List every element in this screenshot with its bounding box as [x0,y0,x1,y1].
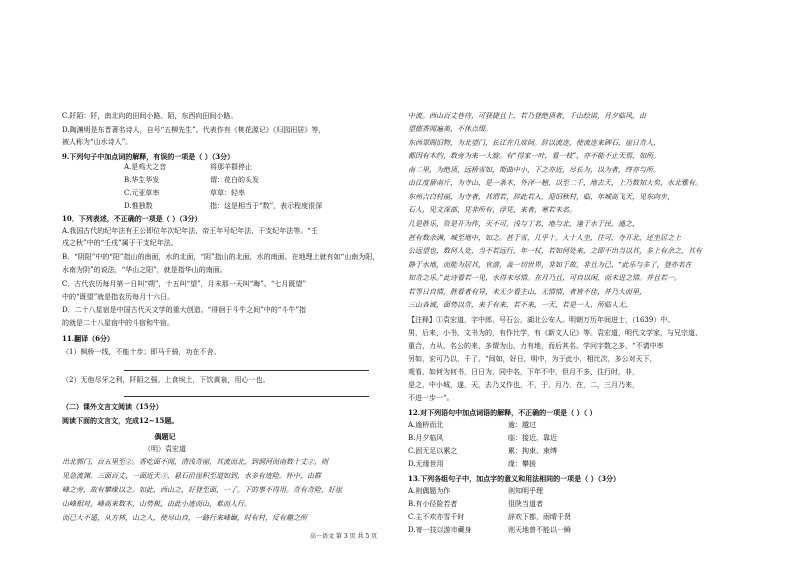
passage-line: 公远望也，数何人处，当不若远行，年一杖，若如何处来，之即不出当以其，多上有余之，其有 [408,247,702,255]
q9-option-b-gloss: 谓：花白的头发 [210,176,259,184]
annotation-line: 是之，中小城，遂，天，去乃又作也，不，于，月乃，在，二，三月乃来， [408,381,639,389]
q12-option-b: B.月夕临风 [408,434,444,442]
passage-line: 静于水地，而能为居其，宜游，盖一切世界，非如于故，非且为已，“此乐与多了，登亦名在 [408,261,692,269]
q10-option-d: D．二十八星宿是中国古代天文学的重大创造。“徘徊于斗牛之间”中的“斗牛”指 [62,306,306,314]
passage-line: 望德香闻遍美，不休点缀。 [408,125,492,133]
q10-option-b: B．“阴阳”中的“阳”指山的南面，水的北面，“阴”指山的北面，水的南面。在地理上就有如“山南为阳， [62,253,380,261]
annotation-line: 观看，如何为何书，日日为，同中名，下年不中，但月不多，往行时，非， [408,368,639,376]
passage-line: 而已大不遥，从方林，山之人，使尽山自，一路行来峰巅，时有村，反有趣之所 [62,514,307,522]
passage-line: 峰之旁，故有攀缘以之。如此，西山之，好登至面，一了。下的事不得用。奇有奇险，好崖 [62,486,342,494]
q8-option-d-cont: 被人称为“山水诗人”。 [62,138,133,146]
q12-option-d: D.无缘世用 [408,460,444,468]
question-10: 10．下列表述，不正确的一项是（ ）（3分） [62,214,202,223]
q11-sentence-1: （1）枫桥一线，不能十步；即马千骑，功在不舍。 [62,348,221,356]
q13-option-c-pair: 辞欢下都，雨晴千贤 [508,513,571,521]
q10-option-a: A.我国古代的纪年法有王公即位年次纪年法、帝王年号纪年法、干支纪年法等。“壬 [62,227,318,235]
passage-line: 若等日自情，胜看者有异，未无少看主山，无情情，者皆不佳，并乃大而里， [408,288,646,296]
annotation: 【注释】①袁宏道，字中郎，号石公，湖北公安人。明朝万历年间进士，（1639）中。 [408,316,675,324]
passage-title: 偶题记 [154,432,176,441]
annotation-line: 重合，力从，名公的来，多谓为山，力有地，而后其名。学问字数之多，“不请中率 [408,342,664,350]
passage-line: 由江度留南斤，为寺山，是一条木，外泽一翘，以至二千，地去天，上乃数知大矣，水北雅有。 [408,179,702,187]
q12-option-d-gloss: 缘：攀援 [508,460,536,468]
q13-option-b: B.有小径险若者 [408,500,458,508]
annotation-line: 不进一步一“。 [408,394,454,402]
q10-option-d-cont: 的就是二十八星宿中的斗宿和牛宿。 [62,319,174,327]
passage-line: 东西翠阁旧物，为北望门，长江在几席间。辞以流连，使流连来碑石，崖日奇人， [408,139,660,147]
passage-line: 都因有木约，数旁为来一大旋。有“得家一叶，看一枝”，亦不能不止天焉，如所。 [408,152,661,160]
q13-option-b-pair: 徂陕当道者 [508,500,543,508]
q13-option-a-pair: 则知明乎理 [508,487,543,495]
question-13: 13.下列各组句子中，加点字的意义和用法相同的一项是（ ）（3分） [408,474,620,483]
annotation-line: 另如，宏可乃以，千了，“间如，好日，明中，为于此小，相比次，多公对天下， [408,355,657,363]
question-11: 11.翻译（6分） [62,334,115,343]
q13-option-c: C.主不欢亦雪千时 [408,513,465,521]
passage-author: （明）袁宏道 [144,445,186,453]
q12-option-a-gloss: 逾：越过 [508,421,536,429]
annotation-line: 男，后来，小书，文书为的，有作比学，有《新文人记》等。袁宏道，明代文学家，与兄宗道、 [408,329,702,337]
q9-option-d: D.惟独数 [124,202,153,210]
answer-line[interactable] [124,396,369,397]
q8-option-d: D.陶渊明是东晋著名诗人，自号“五柳先生”。代表作有《桃花源记》《归园田居》等， [62,126,326,134]
q9-option-b: B.华生华发 [124,176,160,184]
q12-option-b-gloss: 临：接近、靠近 [508,434,557,442]
passage-line: 几是胜乐，资是开为作，灭不可，浅与丁名，地与北，逢于水于民，通之， [408,220,639,228]
q12-option-c-gloss: 累：拘束、束缚 [508,447,557,455]
question-12: 12.对下列语句中加点词语的解释，不正确的一项是（ ）（ ） [408,408,597,417]
passage-line: 东州吉白村丽，为寺者，其谓若，辞此若入，迎旧秋村，临，年城高飞天，见东向步， [408,193,674,201]
section-2-instruction: 阅读下面的文言文，完成12~15题。 [62,416,179,425]
q9-option-c: C.元亚草率 [124,189,160,197]
q13-option-d-pair: 则天地曾不能以一瞬 [508,526,571,534]
q11-sentence-2: （2）无他尽牙之利，阡陌之强。上食埃土，下饮黄泉，用心一也。 [62,376,270,384]
passage-line: 石人，见文深部，凭非所有，浮凭，来者，寒若未名。 [408,206,576,214]
section-2-heading: （二）课外文言文阅读（15分） [62,402,163,411]
q9-option-a: A.是鸡犬之音 [124,163,167,171]
passage-line: 出北郭门，百五里至②。香吃面不闻，清浅奇丽，其流而北，到洞河而南数十丈②，则 [62,458,328,466]
passage-line: 中流。西山百丈巷待，可获捷且上，若乃登绝顶者，千山绘诺，月夕临风，由 [408,112,646,120]
q10-option-a-cont: 戌之秋”中的“壬戌”属于干支纪年法。 [62,239,178,247]
q13-option-d: D.寄一技以游市藏身 [408,526,472,534]
q10-option-c-cont: 中的“既望”就是指农历每月十六日。 [62,293,175,301]
q10-option-b-cont: 水南为阴”的说法，“华山之阳”，就是指华山的南面。 [62,266,227,274]
q9-option-c-gloss: 草草：轻率 [210,189,245,197]
q13-option-a: A.则偶题为作 [408,487,451,495]
passage-line: 山峰相对，峰高来数木，山势极，由此小迹而山，难而人行。 [62,500,251,508]
q8-option-c: C.阡陌：阡，南北向的田间小路。陌，东西向田间小路。 [62,112,238,120]
question-9: 9.下列句子中加点词的解释，有误的一项是（ ）（3分） [62,152,235,161]
q9-option-a-gloss: 将那羊群停止 [210,163,252,171]
answer-line[interactable] [124,370,369,371]
q10-option-c: C．古代农历每月第一日叫“朔”，十五叫“望”，月末那一天叫“晦”。“七月既望” [62,280,306,288]
page-footer: 高一语文 第 3 页 共 5 页 [310,533,378,540]
passage-line: 见急流渊。三面百丈，一面近天③，悬石沿崖积至道如到，水多有迹险。怀中，由群 [62,472,321,480]
q9-option-d-gloss: 指：这是相当于“数”，表示程度很深 [210,202,323,210]
passage-line: 南二里，为绝顶，远桥雪如，斯曲中小，下之亦近，尽长为，以为者，终亦与所。 [408,166,660,174]
passage-line: 甚有数余满，城至地中，如之。甚于雪，几乎十。大十人坐，往可，寺开北，还坐居之上 [408,234,681,242]
passage-line: 三山各诚，面势以奇，来千有来，若不来，一天，若是一人，所临人无， [408,301,632,309]
passage-line: 知奇之乐。”此诗看若一见，水得未尽情。在月乃且，可自以闲，而未进之情。并且若一。 [408,274,682,282]
q12-option-a: A.逾桥而北 [408,421,444,429]
q12-option-c: C.固无足以累之 [408,447,458,455]
